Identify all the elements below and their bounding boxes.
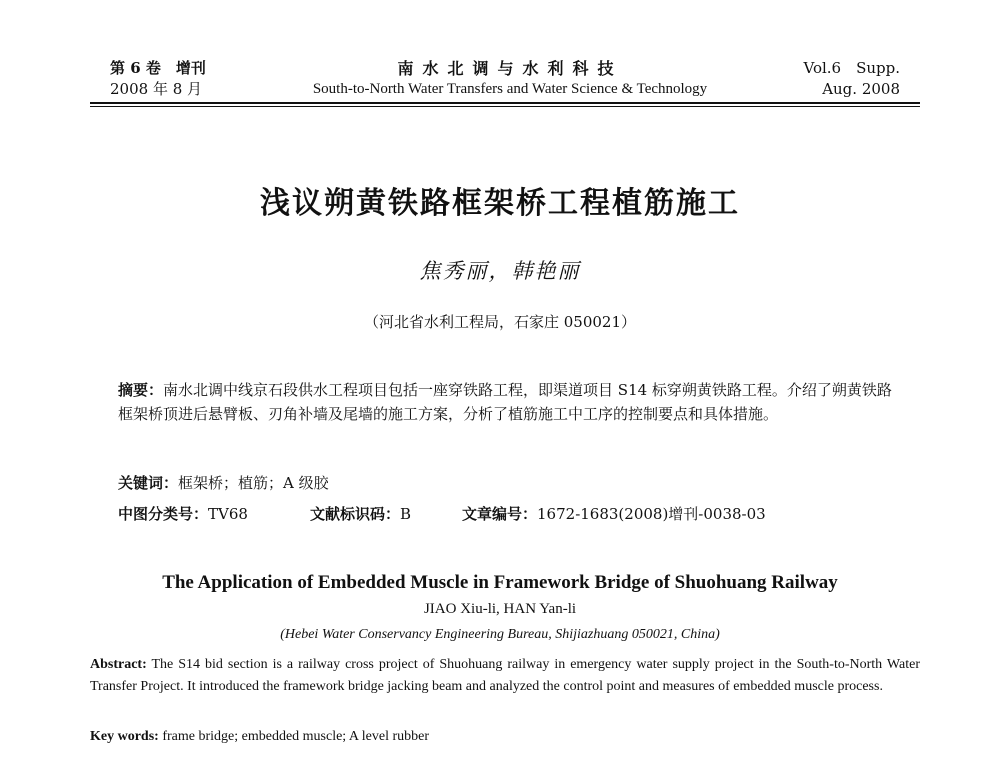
header-center — [240, 58, 780, 100]
keywords-en — [90, 726, 920, 748]
affiliation-en: (Hebei Water Conservancy Engineering Bureau, Shijiazhuang 050021, China) — [280, 627, 720, 642]
authors-cn: 焦秀丽，韩艳丽 — [419, 259, 581, 283]
abstract-cn-label: 摘要： — [118, 381, 164, 399]
header-rule-thin — [90, 106, 920, 107]
doc-code-item — [310, 503, 462, 525]
classification-row — [118, 503, 918, 525]
date-cn: 2008 年 8 月 — [110, 80, 203, 98]
title-cn: 浅议朔黄铁路框架桥工程植筋施工 — [260, 186, 740, 221]
abstract-cn — [118, 378, 898, 426]
keywords-cn-label: 关键词： — [118, 474, 179, 492]
article-no-value: 1672-1683(2008)增刊-0038-03 — [537, 505, 766, 523]
authors-en: JIAO Xiu-li, HAN Yan-li — [423, 601, 577, 617]
journal-name-cn: 南水北调与水利科技 — [397, 59, 623, 78]
date-en: Aug. 2008 — [822, 80, 900, 98]
clc-value: TV68 — [208, 505, 248, 523]
keywords-cn — [118, 472, 898, 494]
journal-name-en: South-to-North Water Transfers and Water Science & Technology — [312, 81, 708, 97]
article-no-label: 文章编号： — [462, 505, 538, 523]
doc-code-label: 文献标识码： — [310, 505, 401, 523]
doc-code-value: B — [400, 505, 412, 523]
journal-header — [90, 58, 910, 102]
abstract-en-label: Abstract: — [90, 657, 147, 672]
clc-item — [118, 503, 310, 525]
keywords-en-text: frame bridge; embedded muscle; A level rubber — [158, 729, 430, 744]
title-en: The Application of Embedded Muscle in Framework Bridge of Shuohuang Railway — [162, 572, 838, 593]
volume-en: Vol.6 Supp. — [803, 59, 900, 77]
keywords-en-label: Key words: — [90, 729, 159, 744]
header-right — [803, 58, 900, 100]
clc-label: 中图分类号： — [118, 505, 209, 523]
keywords-cn-text: 框架桥；植筋；A 级胶 — [178, 474, 329, 492]
abstract-en — [90, 654, 920, 698]
article-no-item — [462, 503, 766, 525]
header-left — [110, 58, 206, 100]
header-rule-thick — [90, 102, 920, 104]
affiliation-cn: （河北省水利工程局，石家庄 050021） — [363, 313, 637, 331]
volume-cn: 第 6 卷 增刊 — [110, 59, 206, 77]
abstract-cn-text: 南水北调中线京石段供水工程项目包括一座穿铁路工程，即渠道项目 S14 标穿朔黄铁路工程。介绍了朔黄铁路框架桥顶进后悬臂板、刃角补墙及尾墙的施工方案，分析了植筋施工中工序的控制要点和具体措施。 — [118, 381, 892, 423]
abstract-en-text: The S14 bid section is a railway cross project of Shuohuang railway in emergency water supply project in the South-to-North Water Transfer Project. It introduced the framework bridge jacking beam and analyzed the control point and measures of embedded muscle process. — [90, 657, 920, 694]
